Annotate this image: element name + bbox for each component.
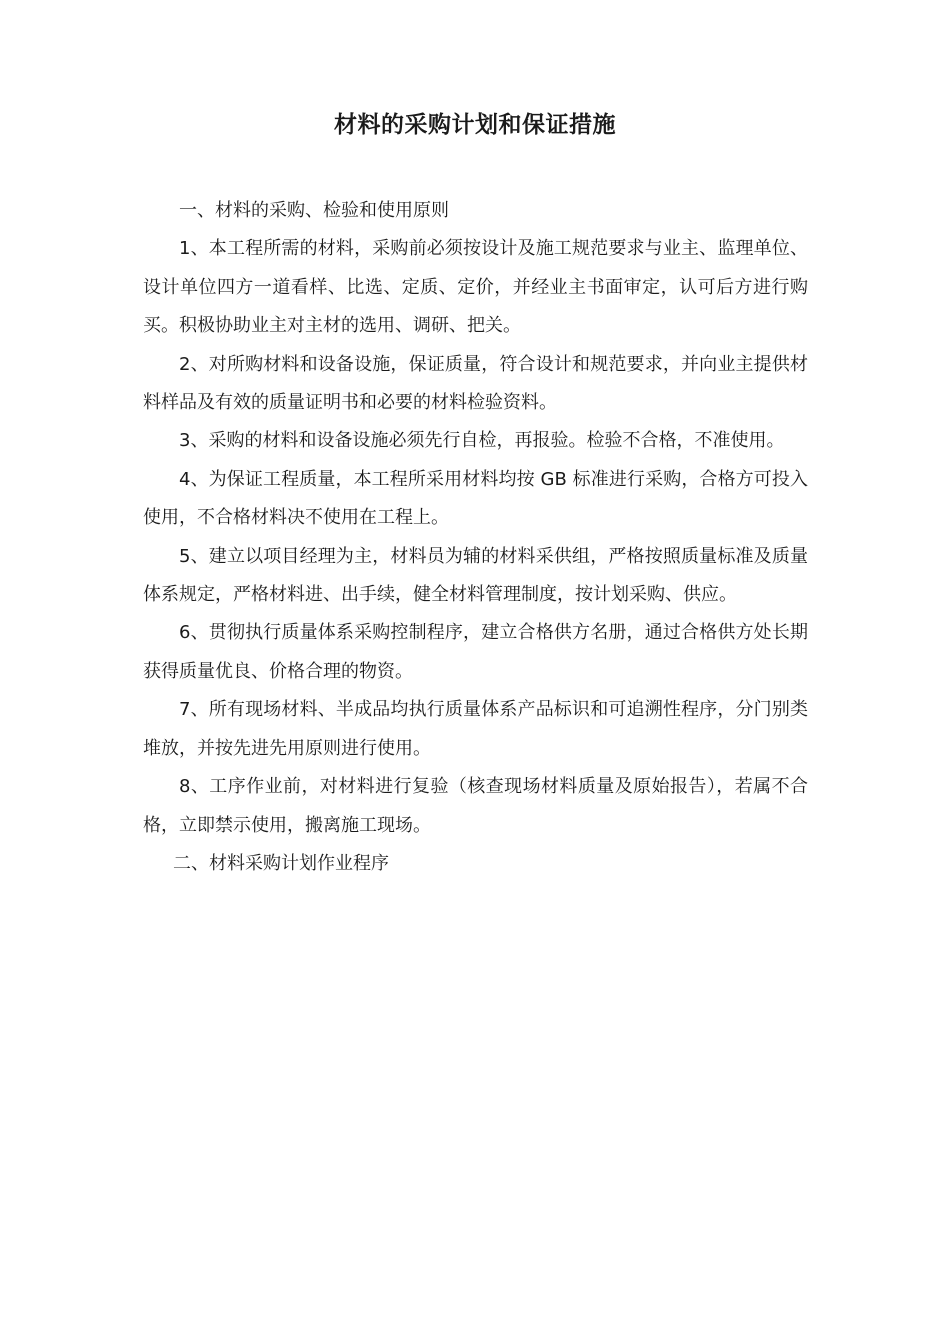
section-heading-2: 二、材料采购计划作业程序 (173, 852, 389, 874)
paragraph-4: 4、为保证工程质量，本工程所采用材料均按 GB 标准进行采购，合格方可投入使用，不合格材料决不使用在工程上。 (143, 468, 808, 529)
paragraph-6: 6、贯彻执行质量体系采购控制程序，建立合格供方名册，通过合格供方处长期获得质量优良、价格合理的物资。 (143, 622, 808, 682)
paragraph-5: 5、建立以项目经理为主，材料员为辅的材料采供组，严格按照质量标准及质量体系规定，严格材料进、出手续，健全材料管理制度，按计划采购、供应。 (143, 545, 808, 606)
paragraph-2: 2、对所购材料和设备设施，保证质量，符合设计和规范要求，并向业主提供材料样品及有效的质量证明书和必要的材料检验资料。 (143, 353, 808, 414)
paragraph-8: 8、工序作业前，对材料进行复验（核查现场材料质量及原始报告），若属不合格，立即禁示使用，搬离施工现场。 (143, 776, 808, 836)
document-body (143, 192, 808, 883)
paragraph-3: 3、采购的材料和设备设施必须先行自检，再报验。检验不合格，不准使用。 (179, 430, 785, 452)
section-heading-1: 一、材料的采购、检验和使用原则 (179, 200, 449, 221)
paragraph-1: 1、本工程所需的材料，采购前必须按设计及施工规范要求与业主、监理单位、设计单位四方一道看样、比选、定质、定价，并经业主书面审定，认可后方进行购买。积极协助业主对主材的选用、调研、把关。 (143, 238, 808, 337)
paragraph-7: 7、所有现场材料、半成品均执行质量体系产品标识和可追溯性程序，分门别类堆放，并按先进先用原则进行使用。 (143, 699, 808, 759)
document-title: 材料的采购计划和保证措施 (334, 112, 616, 138)
